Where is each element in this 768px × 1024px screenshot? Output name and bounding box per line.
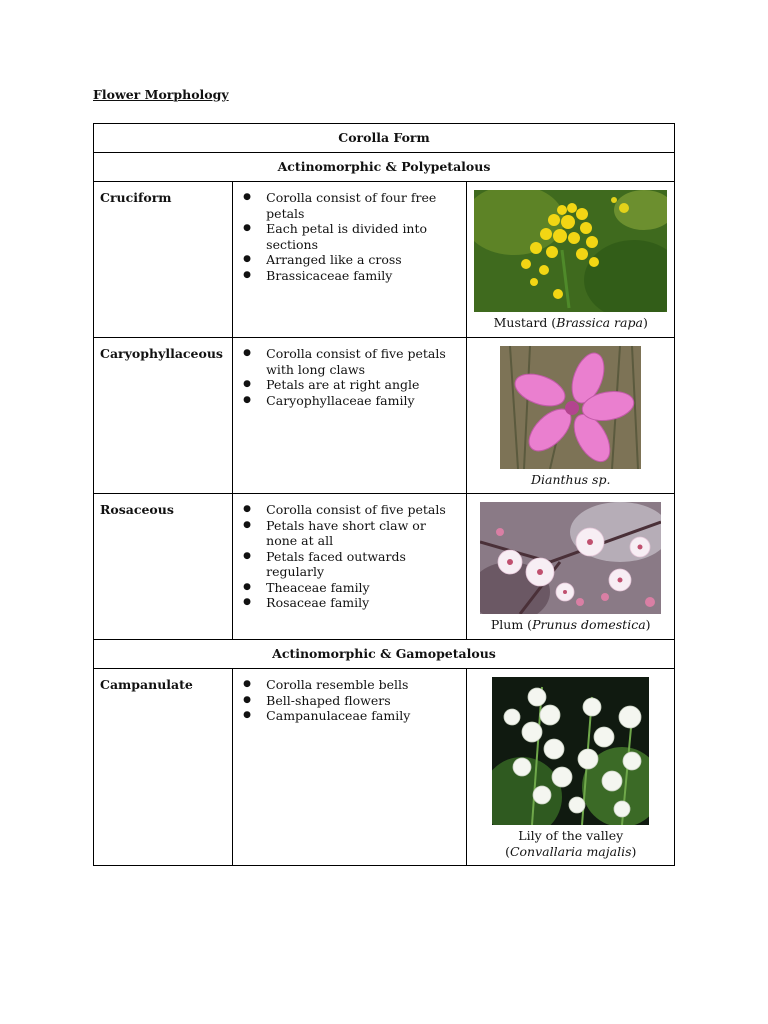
form-name: Campanulate [94, 669, 233, 866]
table-row [94, 338, 675, 494]
list-item: ● Bell-shaped flowers [243, 693, 460, 709]
corolla-form-table [93, 123, 675, 866]
image-caption: Lily of the valley (Convallaria majalis) [505, 828, 637, 859]
list-item: ● Corolla consist of five petals [243, 502, 460, 518]
list-item: ● Corolla consist of five petals with long claws [243, 346, 460, 377]
mustard-flower-photo [474, 190, 667, 312]
list-item: ● Theaceae family [243, 580, 460, 596]
image-cell [467, 494, 675, 640]
form-name: Cruciform [94, 182, 233, 338]
form-name: Rosaceous [94, 494, 233, 640]
form-name: Caryophyllaceous [94, 338, 233, 494]
list-item: ● Corolla consist of four free petals [243, 190, 460, 221]
form-description [233, 182, 467, 338]
image-caption: Plum (Prunus domestica) [490, 617, 651, 632]
image-cell [467, 669, 675, 866]
list-item: ● Petals are at right angle [243, 377, 460, 393]
list-item: ● Petals have short claw or none at all [243, 518, 460, 549]
list-item: ● Corolla resemble bells [243, 677, 460, 693]
list-item: ● Rosaceae family [243, 595, 460, 611]
lily-of-the-valley-photo [492, 677, 649, 825]
image-caption: Mustard (Brassica rapa) [493, 315, 648, 330]
list-item: ● Campanulaceae family [243, 708, 460, 724]
table-row [94, 182, 675, 338]
table-row [94, 669, 675, 866]
dianthus-flower-photo [500, 346, 641, 469]
form-description [233, 669, 467, 866]
table-header: Corolla Form [94, 124, 675, 153]
list-item: ● Caryophyllaceae family [243, 393, 460, 409]
list-item: ● Brassicaceae family [243, 268, 460, 284]
image-caption: Dianthus sp. [531, 472, 611, 487]
list-item: ● Each petal is divided into sections [243, 221, 460, 252]
form-description [233, 338, 467, 494]
form-description [233, 494, 467, 640]
plum-blossom-photo [480, 502, 661, 614]
image-cell [467, 182, 675, 338]
image-cell [467, 338, 675, 494]
section-header: Actinomorphic & Gamopetalous [94, 640, 675, 669]
list-item: ● Petals faced outwards regularly [243, 549, 460, 580]
list-item: ● Arranged like a cross [243, 252, 460, 268]
page-title: Flower Morphology [93, 87, 229, 102]
section-header: Actinomorphic & Polypetalous [94, 153, 675, 182]
table-row [94, 494, 675, 640]
